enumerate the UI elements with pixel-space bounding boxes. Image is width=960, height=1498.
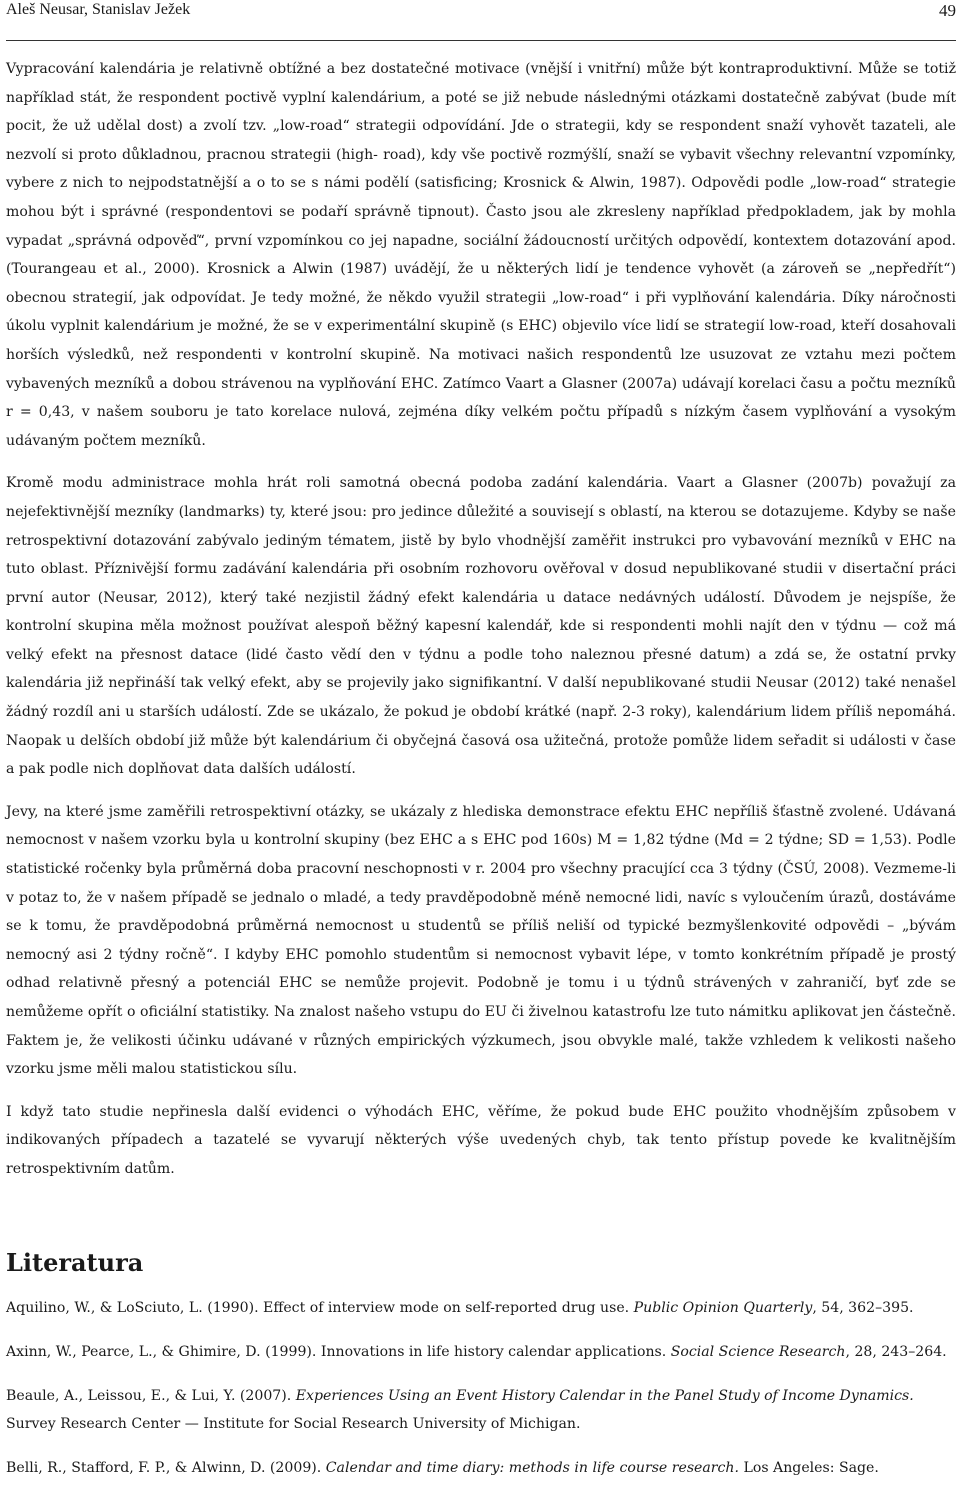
paragraph: Kromě modu administrace mohla hrát roli samotná obecná podoba zadání kalendária. Vaart a Glasner (2007b) považují za nejefektivnější mezníky (landmarks) ty, které jsou: pro jedince důležité a souvisejí s oblastí, na kterou se dotazujeme. Kdyby se naše retrospektivní dotazování zabývalo jediným tématem, jistě by bylo vhodnější zaměřit instrukci pro vybavování mezníků v EHC na tuto oblast. Příznivější formu zadávání kalendária při osobním rozhovoru ověřoval v dosud nepublikované studii v disertační práci první autor (Neusar, 2012), který také nezjistil žádný efekt kalendária u datace nedávných událostí. Důvodem je nejspíše, že kontrolní skupina měla možnost používat alespoň běžný kapesní kalendář, kde si respondenti mohli najít den v týdnu — což má velký efekt na přesnost datace (lidé často vědí den v týdnu a podle toho naleznou přesné datum) a zdá se, že ostatní prvky kalendária již nepřináší tak velký efekt, aby se projevily jako signifikantní. V další nepublikované studii Neusar (2012) také nenašel žádný rozdíl ani u starších událostí. Zde se ukázalo, že pokud je období krátké (např. 2-3 roky), kalendárium lidem příliš nepomáhá. Naopak u delších období již může být kalendárium či obyčejná časová osa užitečná, protože pomůže lidem seřadit si události v čase a pak podle nich doplňovat data dalších událostí. bbox=[6, 475, 956, 778]
reference-text: Beaule, A., Leissou, E., & Lui, Y. (2007). bbox=[6, 1387, 296, 1404]
reference-details: Survey Research Center — Institute for Social Research University of Michigan. bbox=[6, 1415, 581, 1432]
body-text bbox=[6, 55, 956, 1184]
reference-list bbox=[6, 1294, 956, 1482]
reference-source: Experiences Using an Event History Calendar in the Panel Study of Income Dynamics. bbox=[295, 1387, 914, 1404]
reference-details: Los Angeles: Sage. bbox=[739, 1459, 879, 1476]
paragraph: Vypracování kalendária je relativně obtížné a bez dostatečné motivace (vnější i vnitřní) může být kontraproduktivní. Může se totiž například stát, že respondent poctivě vyplní kalendárium, a poté se již nebude následnými otázkami dostatečně zabývat (bude mít pocit, že už udělal dost) a zvolí tzv. „low-road“ strategii odpovídání. Jde o strategii, kdy se respondent snaží vyhovět tazateli, ale nezvolí si proto důkladnou, pracnou strategii (high- road), kdy vše poctivě rozmýšlí, snaží se vybavit všechny relevantní vzpomínky, vybere z nich to nejpodstatnější a o to se s námi podělí (satisficing; Krosnick & Alwin, 1987). Odpovědi podle „low-road“ strategie mohou být i správné (respondentovi se podaří správně tipnout). Často jsou ale zkresleny například předpokladem, jak by mohla vypadat „správná odpověď“, první vzpomínkou co jej napadne, sociální žádoucností určitých odpovědí, kontextem dotazování apod. (Tourangeau et al., 2000). Krosnick a Alwin (1987) uvádějí, že u některých lidí je tendence vyhovět (a zároveň se „nepředřít“) obecnou strategií, jak odpovídat. Je tedy možné, že někdo využil strategii „low-road“ i při vyplňování kalendária. Díky náročnosti úkolu vyplnit kalendárium je možné, že se v experimentální skupině (s EHC) objevilo více lidí se strategií low-road, kteří dosahovali horších výsledků, než respondenti v kontrolní skupině. Na motivaci našich respondentů lze usuzovat ze vztahu mezi počtem vybavených mezníků a dobou strávenou na vyplňování EHC. Zatímco Vaart a Glasner (2007a) udávají korelaci času a počtu mezníků r = 0,43, v našem souboru je tato korelace nulová, zejména díky velkém počtu případů s nízkým časem vyplňování a vysokým udávaným počtem mezníků. bbox=[6, 61, 956, 449]
reference-source: Social Science Research bbox=[670, 1343, 846, 1360]
reference-text: Aquilino, W., & LoSciuto, L. (1990). Effect of interview mode on self-reported drug use. bbox=[6, 1299, 634, 1316]
running-header bbox=[6, 0, 956, 41]
reference-item bbox=[6, 1294, 956, 1322]
reference-source: Calendar and time diary: methods in life course research. bbox=[325, 1459, 739, 1476]
reference-item bbox=[6, 1382, 956, 1438]
header-authors: Aleš Neusar, Stanislav Ježek bbox=[6, 1, 191, 18]
reference-item bbox=[6, 1338, 956, 1366]
reference-source: Public Opinion Quarterly bbox=[633, 1299, 813, 1316]
page-number: 49 bbox=[939, 1, 956, 20]
references-heading: Literatura bbox=[6, 1247, 144, 1277]
reference-text: Belli, R., Stafford, F. P., & Alwinn, D. (2009). bbox=[6, 1459, 326, 1476]
paragraph: I když tato studie nepřinesla další evidenci o výhodách EHC, věříme, že pokud bude EHC použito vhodnějším způsobem v indikovaných případech a tazatelé se vyvarují některých výše uvedených chyb, tak tento přístup povede ke kvalitnějším retrospektivním datům. bbox=[6, 1103, 956, 1177]
reference-text: Axinn, W., Pearce, L., & Ghimire, D. (1999). Innovations in life history calendar applications. bbox=[6, 1343, 671, 1360]
reference-details: , 54, 362–395. bbox=[812, 1299, 914, 1316]
reference-details: , 28, 243–264. bbox=[845, 1343, 947, 1360]
document-page bbox=[6, 0, 956, 1498]
reference-item bbox=[6, 1454, 956, 1482]
paragraph: Jevy, na které jsme zaměřili retrospektivní otázky, se ukázaly z hlediska demonstrace efektu EHC nepříliš šťastně zvolené. Udávaná nemocnost v našem vzorku byla u kontrolní skupiny (bez EHC a s EHC pod 160s) M = 1,82 týdne (Md = 2 týdne; SD = 1,53). Podle statistické ročenky byla průměrná doba pracovní neschopnosti v r. 2004 pro všechny pracující cca 3 týdny (ČSÚ, 2008). Vezmeme-li v potaz to, že v našem případě se jednalo o mladé, a tedy pravděpodobně méně nemocné lidi, navíc s vyloučením úrazů, dostáváme se k tomu, že pravděpodobná průměrná nemocnost u studentů se příliš neliší od typické bezmyšlenkovité odpovědi – „bývám nemocný asi 2 týdny ročně“. I kdyby EHC pomohlo studentům si nemocnost vybavit lépe, v tomto konkrétním případě je prostý odhad relativně přesný a potenciál EHC se nemůže projevit. Podobně je tomu i u týdnů strávených v zahraničí, byť zde se nemůžeme opřít o oficiální statistiky. Na znalost našeho vstupu do EU či živelnou katastrofu lze tuto námitku aplikovat jen částečně. Faktem je, že velikosti účinku udávané v různých empirických výzkumech, jsou obvykle malé, takže vzhledem k velikosti našeho vzorku jsme měli malou statistickou sílu. bbox=[6, 803, 956, 1078]
